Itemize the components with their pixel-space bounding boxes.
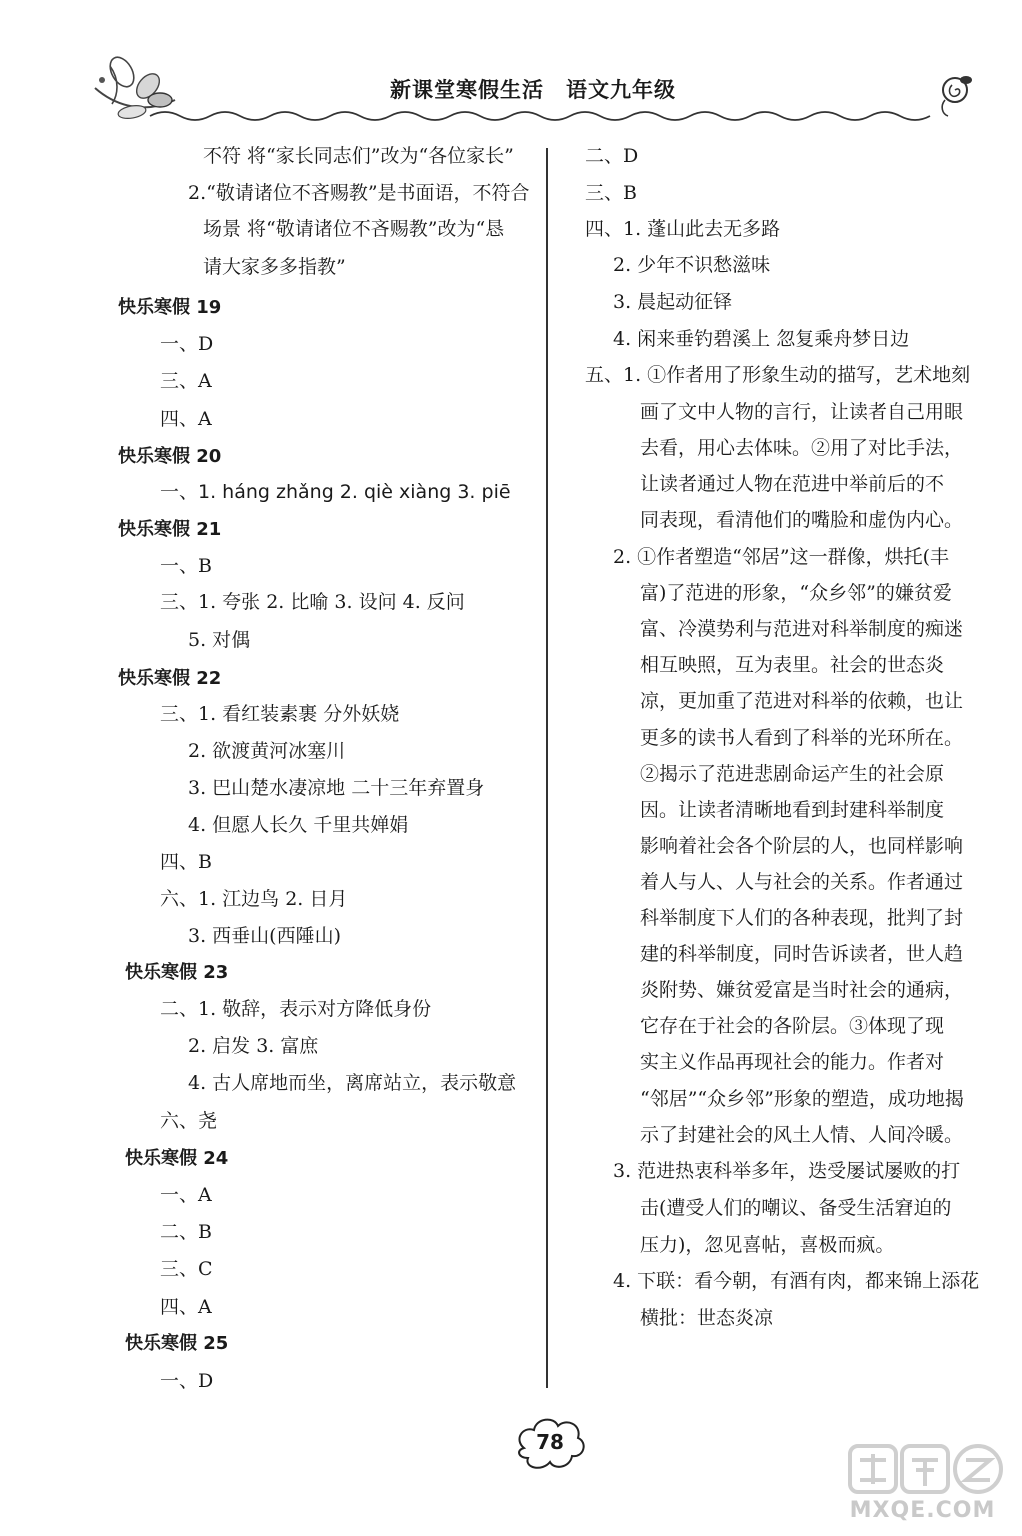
answer-line: 一、D [160,1370,214,1392]
answer-line: 二、B [160,1221,212,1243]
answer-line: 3. 范进热衷科举多年，迭受屡试屡败的打 [613,1160,961,1182]
section-heading: 快乐寒假 23 [125,962,229,983]
answer-line: 四、A [160,408,212,430]
answer-line: 建的科举制度，同时告诉读者，世人趋 [640,943,964,965]
section-heading: 快乐寒假 24 [125,1148,229,1169]
answer-line: 五、1. ①作者用了形象生动的描写，艺术地刻 [585,364,971,386]
answer-line: 一、B [160,555,212,577]
answer-line: 不符 将“家长同志们”改为“各位家长” [203,145,514,167]
answer-line: 3. 晨起动征铎 [613,291,733,313]
answer-line: 三、C [160,1258,213,1280]
section-heading: 快乐寒假 22 [118,668,222,689]
answer-line: 一、D [160,333,214,355]
answer-line: 4. 闲来垂钓碧溪上 忽复乘舟梦日边 [613,328,910,350]
answer-line: 去看，用心去体味。②用了对比手法， [640,437,964,459]
page-number-badge [510,1410,590,1480]
section-heading: 快乐寒假 19 [118,297,222,318]
answer-line: 相互映照，互为表里。社会的世态炎 [640,654,945,676]
answer-line: 四、1. 蓬山此去无多路 [585,218,781,240]
answer-line: 2. 少年不识愁滋味 [613,254,771,276]
answer-line: 三、1. 看红装素裹 分外妖娆 [160,703,400,725]
answer-line: 四、A [160,1296,212,1318]
answer-line: 更多的读书人看到了科举的光环所在。 [640,727,964,749]
watermark-logo-icon [830,1440,1015,1500]
answer-line: 示了封建社会的风土人情、人间冷暖。 [640,1124,964,1146]
book-title: 新课堂寒假生活 [390,78,544,102]
answer-line: 5. 对偶 [188,629,251,651]
answer-line: 二、1. 敬辞，表示对方降低身份 [160,998,432,1020]
answer-line: 2.“敬请诸位不吝赐教”是书面语，不符合 [188,182,530,204]
column-divider [546,148,548,1388]
answer-line: 着人与人、人与社会的关系。作者通过 [640,871,964,893]
answer-line: 击(遭受人们的嘲议、备受生活窘迫的 [640,1197,952,1219]
page-number: 78 [536,1430,564,1454]
answer-line: 富、冷漠势利与范进对科举制度的痴迷 [640,618,964,640]
answer-line: 三、A [160,370,212,392]
answer-line: 一、1. háng zhǎng 2. qiè xiàng 3. piē [160,481,511,503]
answer-line: 2. 欲渡黄河冰塞川 [188,740,346,762]
book-subject: 语文九年级 [566,78,676,102]
section-heading: 快乐寒假 20 [118,446,222,467]
answer-line: 让读者通过人物在范进中举前后的不 [640,473,945,495]
answer-line: 2. ①作者塑造“邻居”这一群像，烘托(丰 [613,546,950,568]
answer-line: 六、1. 江边鸟 2. 日月 [160,888,348,910]
answer-line: 一、A [160,1184,212,1206]
answer-line: 横批：世态炎凉 [640,1307,774,1329]
answer-line: 四、B [160,851,212,873]
answer-line: 它存在于社会的各阶层。③体现了现 [640,1015,945,1037]
answer-line: 凉，更加重了范进对科举的依赖，也让 [640,690,964,712]
answer-line: 3. 巴山楚水凄凉地 二十三年弃置身 [188,777,485,799]
answer-line: 实主义作品再现社会的能力。作者对 [640,1051,945,1073]
answer-line: 三、1. 夸张 2. 比喻 3. 设问 4. 反问 [160,591,465,613]
answer-line: 六、尧 [160,1110,218,1132]
answer-line: 画了文中人物的言行，让读者自己用眼 [640,401,964,423]
answer-line: 科举制度下人们的各种表现，批判了封 [640,907,964,929]
watermark [830,1440,1015,1530]
answer-line: “邻居”“众乡邻”形象的塑造，成功地揭 [640,1088,964,1110]
answer-line: 炎附势、嫌贫爱富是当时社会的通病， [640,979,964,1001]
answer-line: 3. 西垂山(西陲山) [188,925,341,947]
section-heading: 快乐寒假 25 [125,1333,229,1354]
answer-line: 三、B [585,182,637,204]
answer-line: 富)了范进的形象，“众乡邻”的嫌贫爱 [640,582,952,604]
answer-line: 同表现，看清他们的嘴脸和虚伪内心。 [640,509,964,531]
answer-line: 2. 启发 3. 富庶 [188,1035,319,1057]
answer-line: 影响着社会各个阶层的人，也同样影响 [640,835,964,857]
answer-line: 请大家多多指教” [203,256,346,278]
answer-line: ②揭示了范进悲剧命运产生的社会原 [640,763,945,785]
section-heading: 快乐寒假 21 [118,519,222,540]
answer-line: 4. 古人席地而坐，离席站立，表示敬意 [188,1072,517,1094]
spiral-flower-icon [942,76,972,116]
answer-line: 场景 将“敬请诸位不吝赐教”改为“恳 [203,218,505,240]
answer-line: 二、D [585,145,639,167]
answer-line: 4. 下联：看今朝，有酒有肉，都来锦上添花 [613,1270,980,1292]
answer-line: 因。让读者清晰地看到封建科举制度 [640,799,945,821]
answer-line: 压力)，忽见喜帖，喜极而疯。 [640,1234,895,1256]
watermark-text: MXQE.COM [849,1498,996,1523]
answer-line: 4. 但愿人长久 千里共婵娟 [188,814,409,836]
